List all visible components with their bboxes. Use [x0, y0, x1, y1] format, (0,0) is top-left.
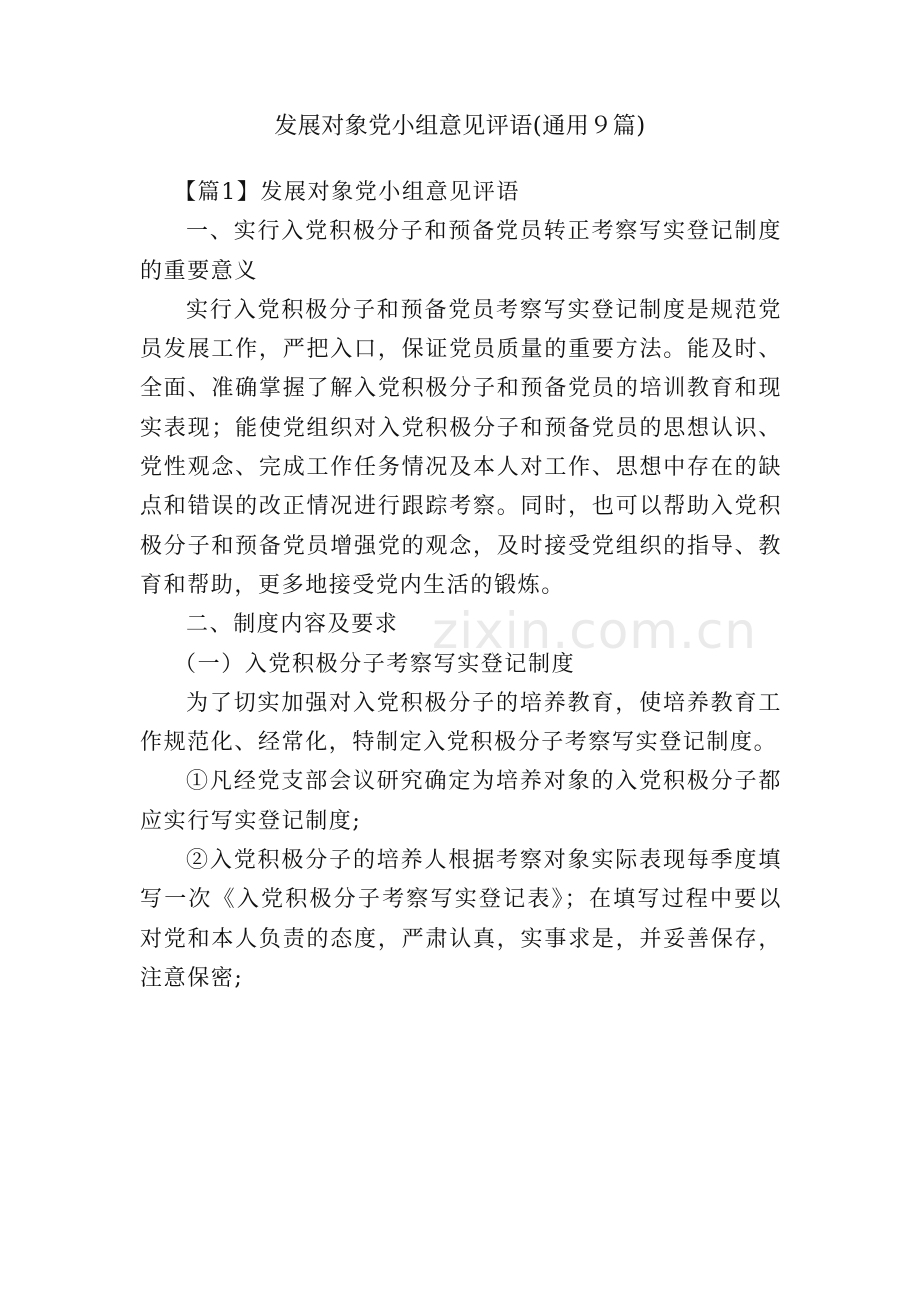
- watermark: zixin.com.cn: [432, 602, 758, 660]
- paragraph-purpose: 为了切实加强对入党积极分子的培养教育，使培养教育工作规范化、经常化，特制定入党积极分子考察写实登记制度。: [140, 690, 782, 756]
- section-heading-1: 【篇1】发展对象党小组意见评语: [174, 180, 520, 205]
- paragraph-item-1: ①凡经党支部会议研究确定为培养对象的入党积极分子都应实行写实登记制度;: [140, 769, 782, 834]
- subheading-activist-system: （一）入党积极分子考察写实登记制度: [174, 651, 576, 677]
- subheading-content: 二、制度内容及要求: [186, 612, 399, 638]
- paragraph-item-2: ②入党积极分子的培养人根据考察对象实际表现每季度填写一次《入党积极分子考察写实登记表》；在填写过程中要以对党和本人负责的态度，严肃认真，实事求是，并妥善保存，注意保密;: [140, 848, 782, 991]
- document-title: 发展对象党小组意见评语(通用９篇): [274, 113, 646, 139]
- document-body: [140, 173, 782, 998]
- paragraph-importance: 实行入党积极分子和预备党员考察写实登记制度是规范党员发展工作，严把入口，保证党员质量的重要方法。能及时、全面、准确掌握了解入党积极分子和预备党员的培训教育和现实表现；能使党组织对入党积极分子和预备党员的思想认识、党性观念、完成工作任务情况及本人对工作、思想中存在的缺点和错误的改正情况进行跟踪考察。同时，也可以帮助入党积极分子和预备党员增强党的观念，及时接受党组织的指导、教育和帮助，更多地接受党内生活的锻炼。: [140, 297, 782, 598]
- subheading-importance: 一、实行入党积极分子和预备党员转正考察写实登记制度的重要意义: [140, 219, 782, 284]
